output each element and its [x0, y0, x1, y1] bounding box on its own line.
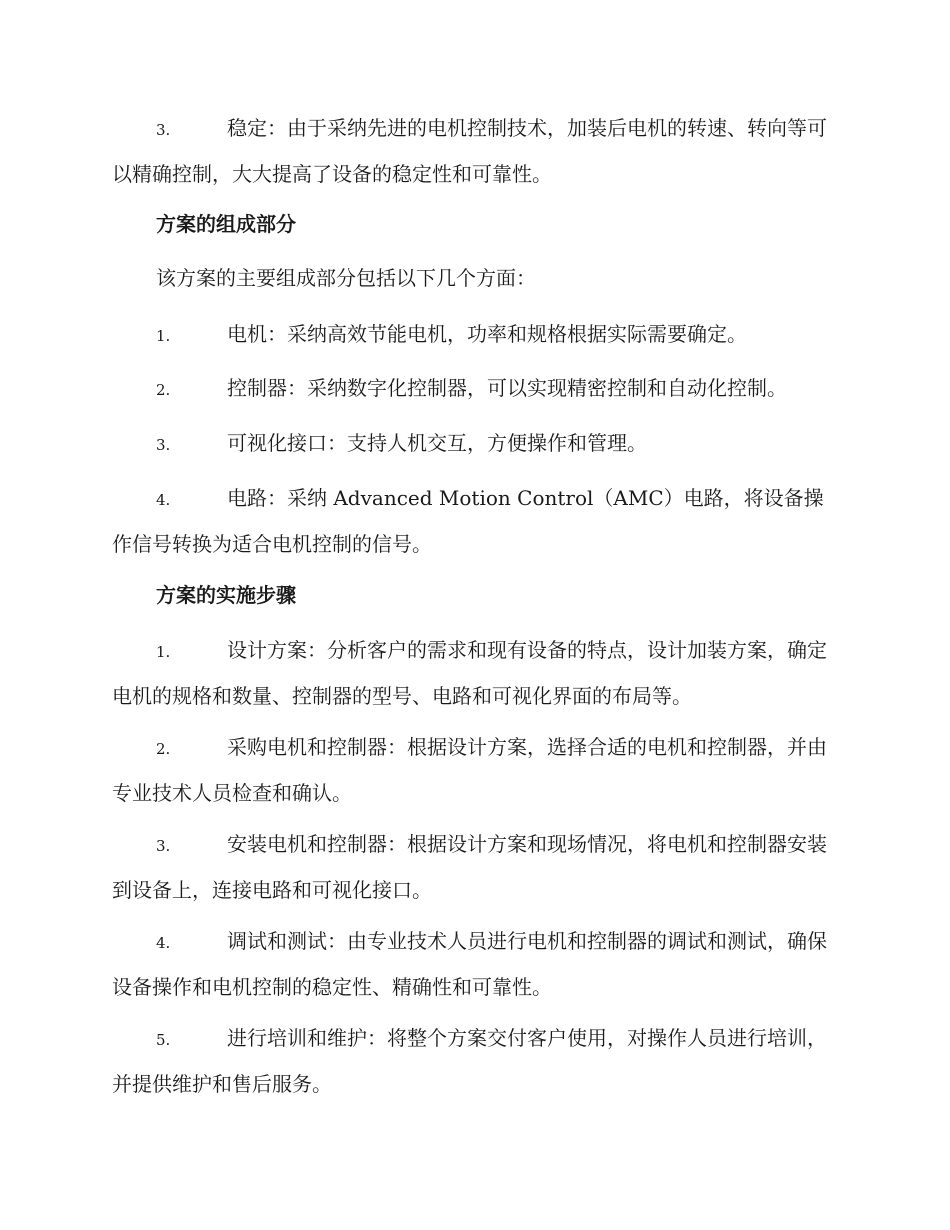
list-number: 2.	[156, 381, 171, 399]
list-text: 电路：采纳 Advanced Motion Control（AMC）电路，将设备操作信号转换为适合电机控制的信号。	[112, 486, 824, 556]
list-text: 稳定：由于采纳先进的电机控制技术，加装后电机的转速、转向等可以精确控制，大大提高了设备的稳定性和可靠性。	[112, 116, 827, 186]
list-number: 3.	[156, 837, 171, 855]
list-item	[112, 725, 834, 815]
section-heading-steps: 方案的实施步骤	[156, 583, 296, 607]
list-item	[112, 1016, 834, 1106]
list-number: 3.	[156, 121, 171, 139]
list-item	[112, 106, 834, 196]
list-number: 3.	[156, 436, 171, 454]
list-item	[112, 476, 834, 566]
list-text: 调试和测试：由专业技术人员进行电机和控制器的调试和测试，确保设备操作和电机控制的稳定性、精确性和可靠性。	[112, 929, 827, 999]
list-number: 2.	[156, 740, 171, 758]
list-number: 4.	[156, 934, 171, 952]
list-text: 可视化接口：支持人机交互，方便操作和管理。	[227, 431, 647, 455]
list-item	[112, 312, 834, 358]
list-item	[112, 366, 834, 412]
list-item	[112, 919, 834, 1009]
list-item	[112, 822, 834, 912]
section-heading-components: 方案的组成部分	[156, 212, 296, 236]
list-number: 4.	[156, 491, 171, 509]
list-text: 安装电机和控制器：根据设计方案和现场情况，将电机和控制器安装到设备上，连接电路和可视化接口。	[112, 832, 827, 902]
list-text: 进行培训和维护：将整个方案交付客户使用，对操作人员进行培训，并提供维护和售后服务。	[112, 1026, 827, 1096]
list-number: 5.	[156, 1031, 171, 1049]
list-text: 控制器：采纳数字化控制器，可以实现精密控制和自动化控制。	[227, 376, 787, 400]
section-intro: 该方案的主要组成部分包括以下几个方面：	[156, 266, 536, 290]
list-number: 1.	[156, 327, 171, 345]
list-item	[112, 628, 834, 718]
list-text: 设计方案：分析客户的需求和现有设备的特点，设计加装方案，确定电机的规格和数量、控制器的型号、电路和可视化界面的布局等。	[112, 638, 827, 708]
list-number: 1.	[156, 643, 171, 661]
list-item	[112, 421, 834, 467]
list-text: 采购电机和控制器：根据设计方案，选择合适的电机和控制器，并由专业技术人员检查和确认。	[112, 735, 827, 805]
list-text: 电机：采纳高效节能电机，功率和规格根据实际需要确定。	[227, 322, 747, 346]
